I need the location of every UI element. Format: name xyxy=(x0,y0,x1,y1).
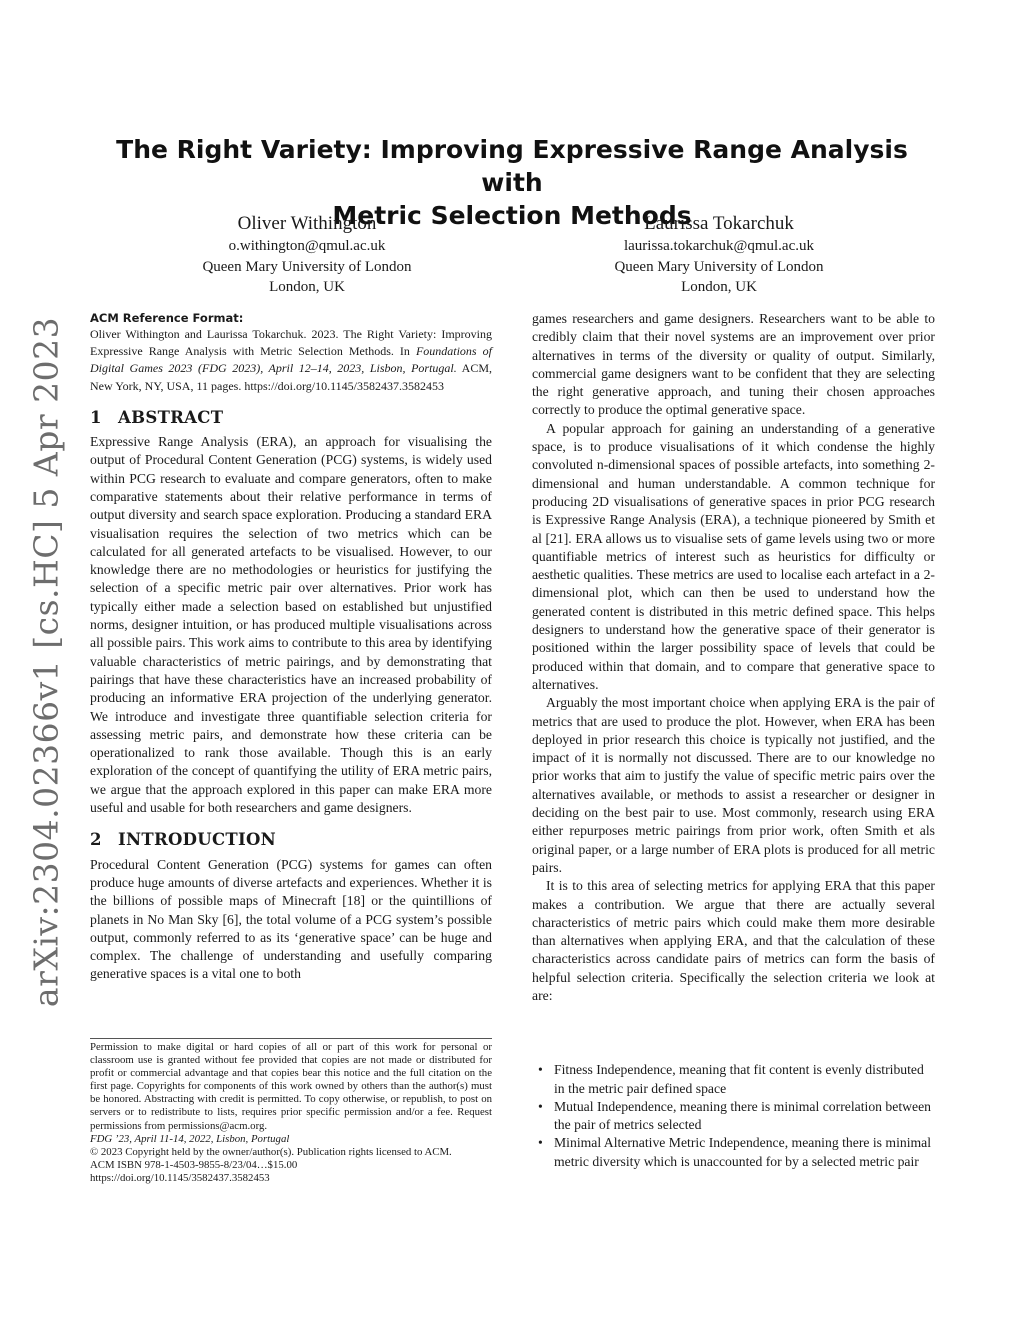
section-number: 1 xyxy=(90,407,102,427)
acm-reference-heading: ACM Reference Format: xyxy=(90,311,244,325)
introduction-paragraph-1-start: Procedural Content Generation (PCG) systems for games can often produce huge amounts of diverse artefacts and experiences. Whether it is the billions of possible maps of Minecraft [18] or the quintillions of planets in No Man Sky [6], the total volume of a PCG system’s possible output, commonly referred to as its ‘generative space’ can be huge and complex. The challenge of understanding and usefully comparing generative spaces is a vital one to both xyxy=(90,856,492,982)
doi-line: https://doi.org/10.1145/3582437.3582453 xyxy=(90,1171,270,1184)
permission-notice: Permission to make digital or hard copies of all or part of this work for personal or classroom use is granted without fee provided that copies are not made or distributed for profit or commercial advantage and that copies bear this notice and the full citation on the first page. Copyrights for components of this work owned by others than the author(s) must be honored. Abstracting with credit is permitted. To copy otherwise, or republish, to post on servers or to redistribute to lists, requires prior specific permission and/or a fee. Request permissions from permissions@acm.org. xyxy=(90,1041,492,1132)
arxiv-stamp-text: arXiv:2304.02366v1 [cs.HC] 5 Apr 2023 xyxy=(26,316,66,1008)
right-column xyxy=(532,310,935,1171)
introduction-paragraph-1-end: games researchers and game designers. Researchers want to be able to credibly claim that their novel systems are an improvement over prior alternatives in terms of the diversity or quality of output. Similarly, commercial game designers want to be confident that they are selecting the right generative approach, and tuning their chosen approaches correctly to produce the optimal generative space. xyxy=(532,311,935,418)
author-location: London, UK xyxy=(269,279,345,295)
abstract-text: Expressive Range Analysis (ERA), an approach for visualising the output of Procedural Content Generation (PCG) systems, is widely used within PCG research to evaluate and compare generators, often to make comparative statements about their relative performance in terms of output diversity and search space exploration. Producing a standard ERA visualisation requires the selection of two metrics which can be calculated for all generated artefacts to be visualised. However, to our knowledge there are no methodologies or heuristics for justifying the selection of a specific metric pair over alternatives. Prior work has typically either made a selection based on established but unjustified norms, designer intuition, or has produced multiple visualisations across all possible pairs. This work aims to contribute to this area by identifying valuable characteristics of metric pairings, and by demonstrating that pairings that have these characteristics have an increased probability of producing an informative ERA projection of the underlying generator. We introduce and investigate three quantifiable selection criteria for assessing metric pairs, and demonstrate how these criteria can be operationalized to rank those available. Though this is an early exploration of the concept of quantifying the utility of ERA metric pairs, we argue that the approach explored in this paper can make ERA more useful and usable for both researchers and game designers. xyxy=(90,434,492,816)
acm-reference-venue: Foundations of Digital Games 2023 (FDG 2023), April 12–14, 2023, Lisbon, Portugal. xyxy=(90,344,492,376)
author-name: Oliver Withington xyxy=(237,213,377,234)
author-affiliation: Queen Mary University of London xyxy=(202,258,412,275)
list-item: • Minimal Alternative Metric Independence, meaning there is minimal metric diversity which is unaccounted for by a selected metric pair xyxy=(554,1134,935,1171)
introduction-paragraph-3: Arguably the most important choice when applying ERA is the pair of metrics that are used to produce the plot. However, when ERA has been deployed in prior research this choice is typically not justified, and the impact of it is normally not discussed. There are to our knowledge no prior works that aim to justify the value of specific metric pairs over the alternatives available, or methods to assist a researcher or designer in deciding on the best pair to use. Most commonly, research using ERA either repurposes metric pairings from prior work, often Smith et als original paper, or a large number of ERA plots is produced for all metric pairs. xyxy=(532,695,935,875)
paper-title-line-1: The Right Variety: Improving Expressive Range Analysis with xyxy=(116,135,908,197)
conference-line: FDG ’23, April 11-14, 2022, Lisbon, Portugal xyxy=(90,1132,290,1145)
introduction-heading xyxy=(90,831,492,849)
list-item: • Fitness Independence, meaning that fit content is evenly distributed in the metric pair defined space xyxy=(554,1061,935,1098)
author-email: laurissa.tokarchuk@qmul.ac.uk xyxy=(623,238,814,254)
left-column xyxy=(90,310,492,984)
author-block-1 xyxy=(157,212,457,298)
isbn-line: ACM ISBN 978-1-4503-9855-8/23/04…$15.00 xyxy=(90,1158,298,1171)
acm-reference-authors: Oliver Withington and Laurissa Tokarchuk. 2023. The Right Variety: Improving Expressive Range Analysis with Metric Selection Methods. In xyxy=(90,327,492,359)
author-affiliation: Queen Mary University of London xyxy=(614,258,824,275)
copyright-line: © 2023 Copyright held by the owner/author(s). Publication rights licensed to ACM. xyxy=(90,1145,452,1158)
section-number: 2 xyxy=(90,830,102,850)
footnote-divider xyxy=(90,1038,492,1039)
paper-title-line-2: Metric Selection Methods xyxy=(332,201,692,230)
section-title: INTRODUCTION xyxy=(118,830,277,850)
section-title: ABSTRACT xyxy=(118,407,224,427)
author-location: London, UK xyxy=(681,279,757,295)
acm-reference-text xyxy=(90,326,492,395)
author-name: Laurissa Tokarchuk xyxy=(644,213,794,234)
author-email: o.withington@qmul.ac.uk xyxy=(228,238,386,254)
introduction-paragraph-2: A popular approach for gaining an understanding of a generative space, is to produce visualisations of it which condense the highly convoluted n-dimensional spaces of possible artefacts, into something 2-dimensional and human understandable. A common technique for producing 2D visualisations of generative spaces in prior PCG research is Expressive Range Analysis (ERA), a technique pioneered by Smith et al [21]. ERA allows us to visualise sets of game levels using two or more quantifiable metrics of interest such as heuristics for difficulty or aesthetic qualities. These metrics are used to localise each artefact in a 2-dimensional plot, which can then be used to understand how the generated content is distributed in this metric defined space. This helps designers to understand how the generative space of their generator is positioned within the larger possibility space of levels that could be produced within that domain, and to compare that generative space to alternatives. xyxy=(532,420,935,692)
selection-criteria-list xyxy=(532,1061,935,1171)
author-block-2 xyxy=(569,212,869,298)
footnote xyxy=(90,1041,492,1185)
arxiv-stamp xyxy=(22,316,70,1008)
introduction-paragraph-4: It is to this area of selecting metrics for applying ERA that this paper makes a contribution. We argue that there are actually several characteristics of metric pairs which could make them more desirable than alternatives when applying ERA, and that the calculation of these characteristics across candidate pairs of metrics can form the basis of helpful selection criteria. Specifically the selection criteria we look at are: xyxy=(532,878,935,1003)
list-item: • Mutual Independence, meaning there is minimal correlation between the pair of metrics selected xyxy=(554,1098,935,1135)
acm-reference-publisher: ACM, New York, NY, USA, 11 pages. https://doi.org/10.1145/3582437.3582453 xyxy=(90,361,492,393)
abstract-heading xyxy=(90,409,492,427)
